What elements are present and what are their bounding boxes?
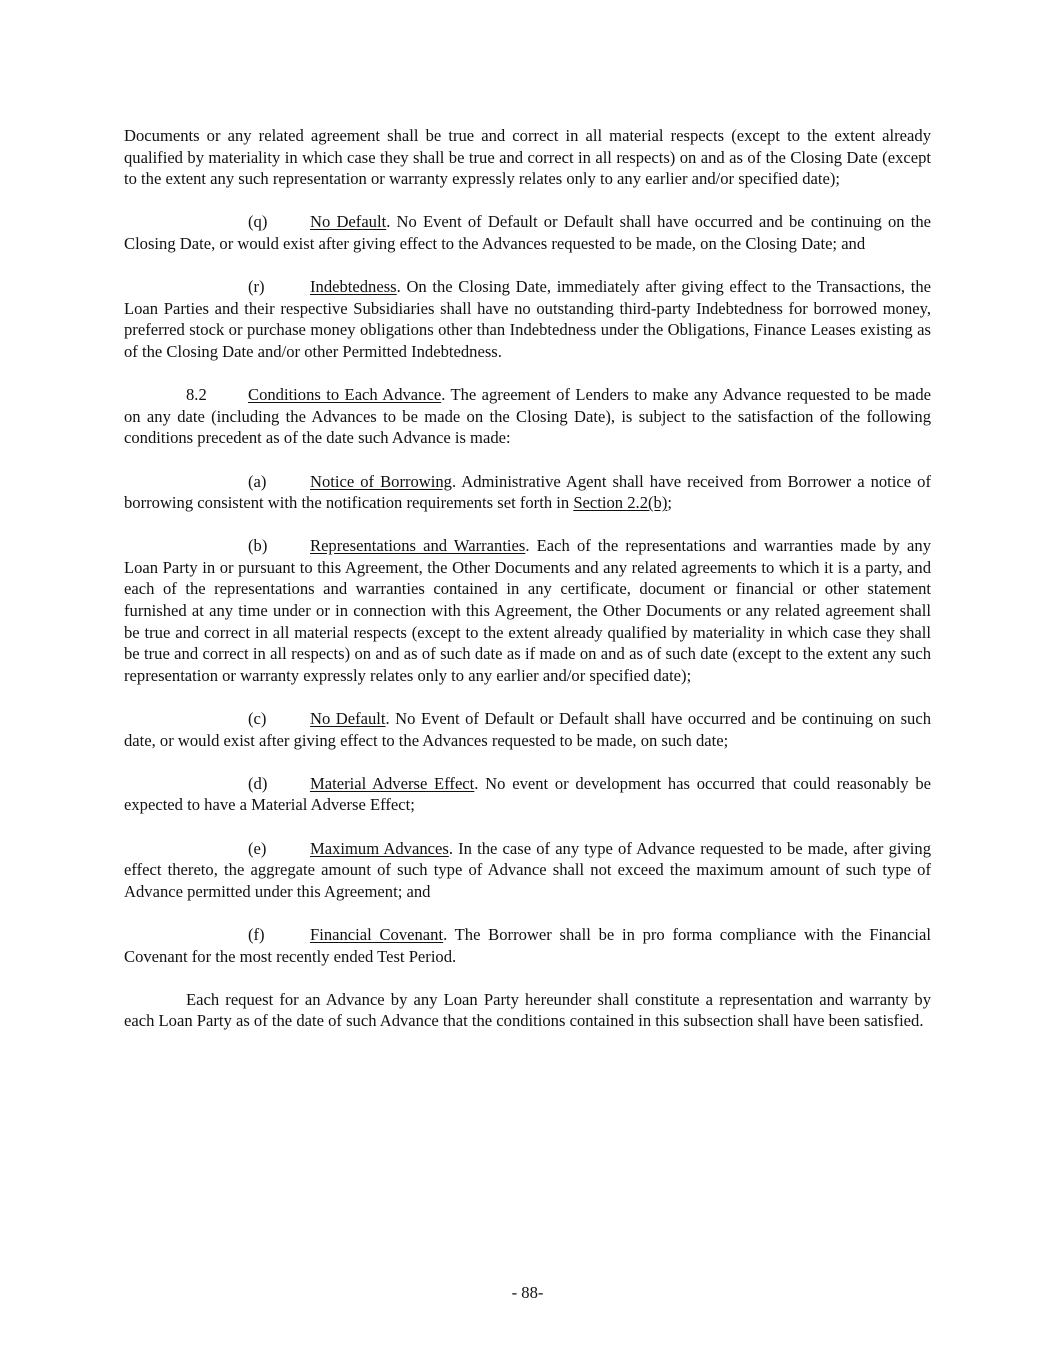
section-8-2-number: 8.2 — [186, 385, 207, 405]
clause-e-text: . In the case of any type of Advance requested to be made, after giving effect thereto, the aggregate amount of such type of Advance shall not exceed the maximum amount of such type of Advance permitted under this Agreement; and — [124, 838, 931, 901]
clause-d-number: (d) — [248, 773, 268, 793]
clause-d — [124, 773, 931, 816]
clause-a-heading: Notice of Borrowing — [310, 471, 452, 491]
clause-r — [124, 276, 931, 362]
clause-r-heading: Indebtedness — [310, 277, 397, 297]
clause-b-heading: Representations and Warranties — [310, 536, 526, 556]
clause-e — [124, 838, 931, 903]
clause-c-text: . No Event of Default or Default shall have occurred and be continuing on such date, or would exist after giving effect to the Advances requested to be made, on such date; — [124, 709, 931, 750]
clause-d-text: . No event or development has occurred that could reasonably be expected to have a Material Adverse Effect; — [124, 773, 932, 815]
continuation-paragraph: Documents or any related agreement shall be true and correct in all material respects (except to the extent already qualified by materiality in which case they shall be true and correct in all respects) on and as of the Closing Date (except to the extent any such representation or warranty expressly relates only to any earlier and/or specified date); — [124, 126, 931, 189]
closing-paragraph — [124, 989, 931, 1032]
clause-q-number: (q) — [248, 212, 268, 232]
clause-q-text: . No Event of Default or Default shall have occurred and be continuing on the Closing Date, or would exist after giving effect to the Advances requested to be made, on the Closing Date; and — [124, 212, 932, 253]
clause-r-number: (r) — [248, 277, 265, 297]
document-page — [124, 125, 931, 1054]
section-reference-link: Section 2.2(b) — [573, 493, 668, 513]
clause-e-heading: Maximum Advances — [310, 838, 449, 858]
section-8-2 — [124, 384, 931, 449]
clause-b — [124, 535, 931, 686]
clause-c — [124, 708, 931, 751]
clause-a-tail: ; — [667, 493, 672, 513]
clause-b-text: . Each of the representations and warranties made by any Loan Party in or pursuant to this Agreement, the Other Documents and any related agreements to which it is a party, and each of the representations and warranties contained in any certificate, document or financial or other statement furnished at any time under or in connection with this Agreement, the Other Documents or any related agreement shall be true and correct in all material respects (except to the extent already qualified by materiality in which case they shall be true and correct in all respects) on and as of such date as if made on and as of such date (except to the extent any such representation or warranty expressly relates only to any earlier and/or specified date); — [124, 536, 931, 685]
clause-a — [124, 471, 931, 514]
clause-e-number: (e) — [248, 838, 267, 858]
clause-f-number: (f) — [248, 924, 265, 944]
clause-r-text: . On the Closing Date, immediately after giving effect to the Transactions, the Loan Parties and their respective Subsidiaries shall have no outstanding third-party Indebtedness for borrowed money, preferred stock or purchase money obligations other than Indebtedness under the Obligations, Finance Leases existing as of the Closing Date and/or other Permitted Indebtedness. — [124, 277, 931, 361]
section-8-2-heading: Conditions to Each Advance — [248, 385, 442, 405]
clause-c-heading: No Default — [310, 709, 386, 729]
clause-a-text: . Administrative Agent shall have received from Borrower a notice of borrowing consistent with the notification requirements set forth in — [124, 471, 931, 513]
clause-b-number: (b) — [248, 536, 268, 556]
clause-f-heading: Financial Covenant — [310, 924, 444, 944]
closing-text: Each request for an Advance by any Loan Party hereunder shall constitute a representation and warranty by each Loan Party as of the date of such Advance that the conditions contained in this subsection shall have been satisfied. — [124, 989, 931, 1031]
clause-c-number: (c) — [248, 709, 267, 729]
clause-q-heading: No Default — [310, 212, 387, 232]
clause-f-text: . The Borrower shall be in pro forma compliance with the Financial Covenant for the most recently ended Test Period. — [124, 924, 931, 966]
clause-f — [124, 924, 931, 967]
clause-a-number: (a) — [248, 471, 267, 491]
section-8-2-text: . The agreement of Lenders to make any Advance requested to be made on any date (including the Advances to be made on the Closing Date), is subject to the satisfaction of the following conditions precedent as of the date such Advance is made: — [124, 385, 931, 448]
clause-q — [124, 211, 931, 254]
page-number: - 88- — [511, 1283, 544, 1302]
clause-d-heading: Material Adverse Effect — [310, 773, 475, 793]
